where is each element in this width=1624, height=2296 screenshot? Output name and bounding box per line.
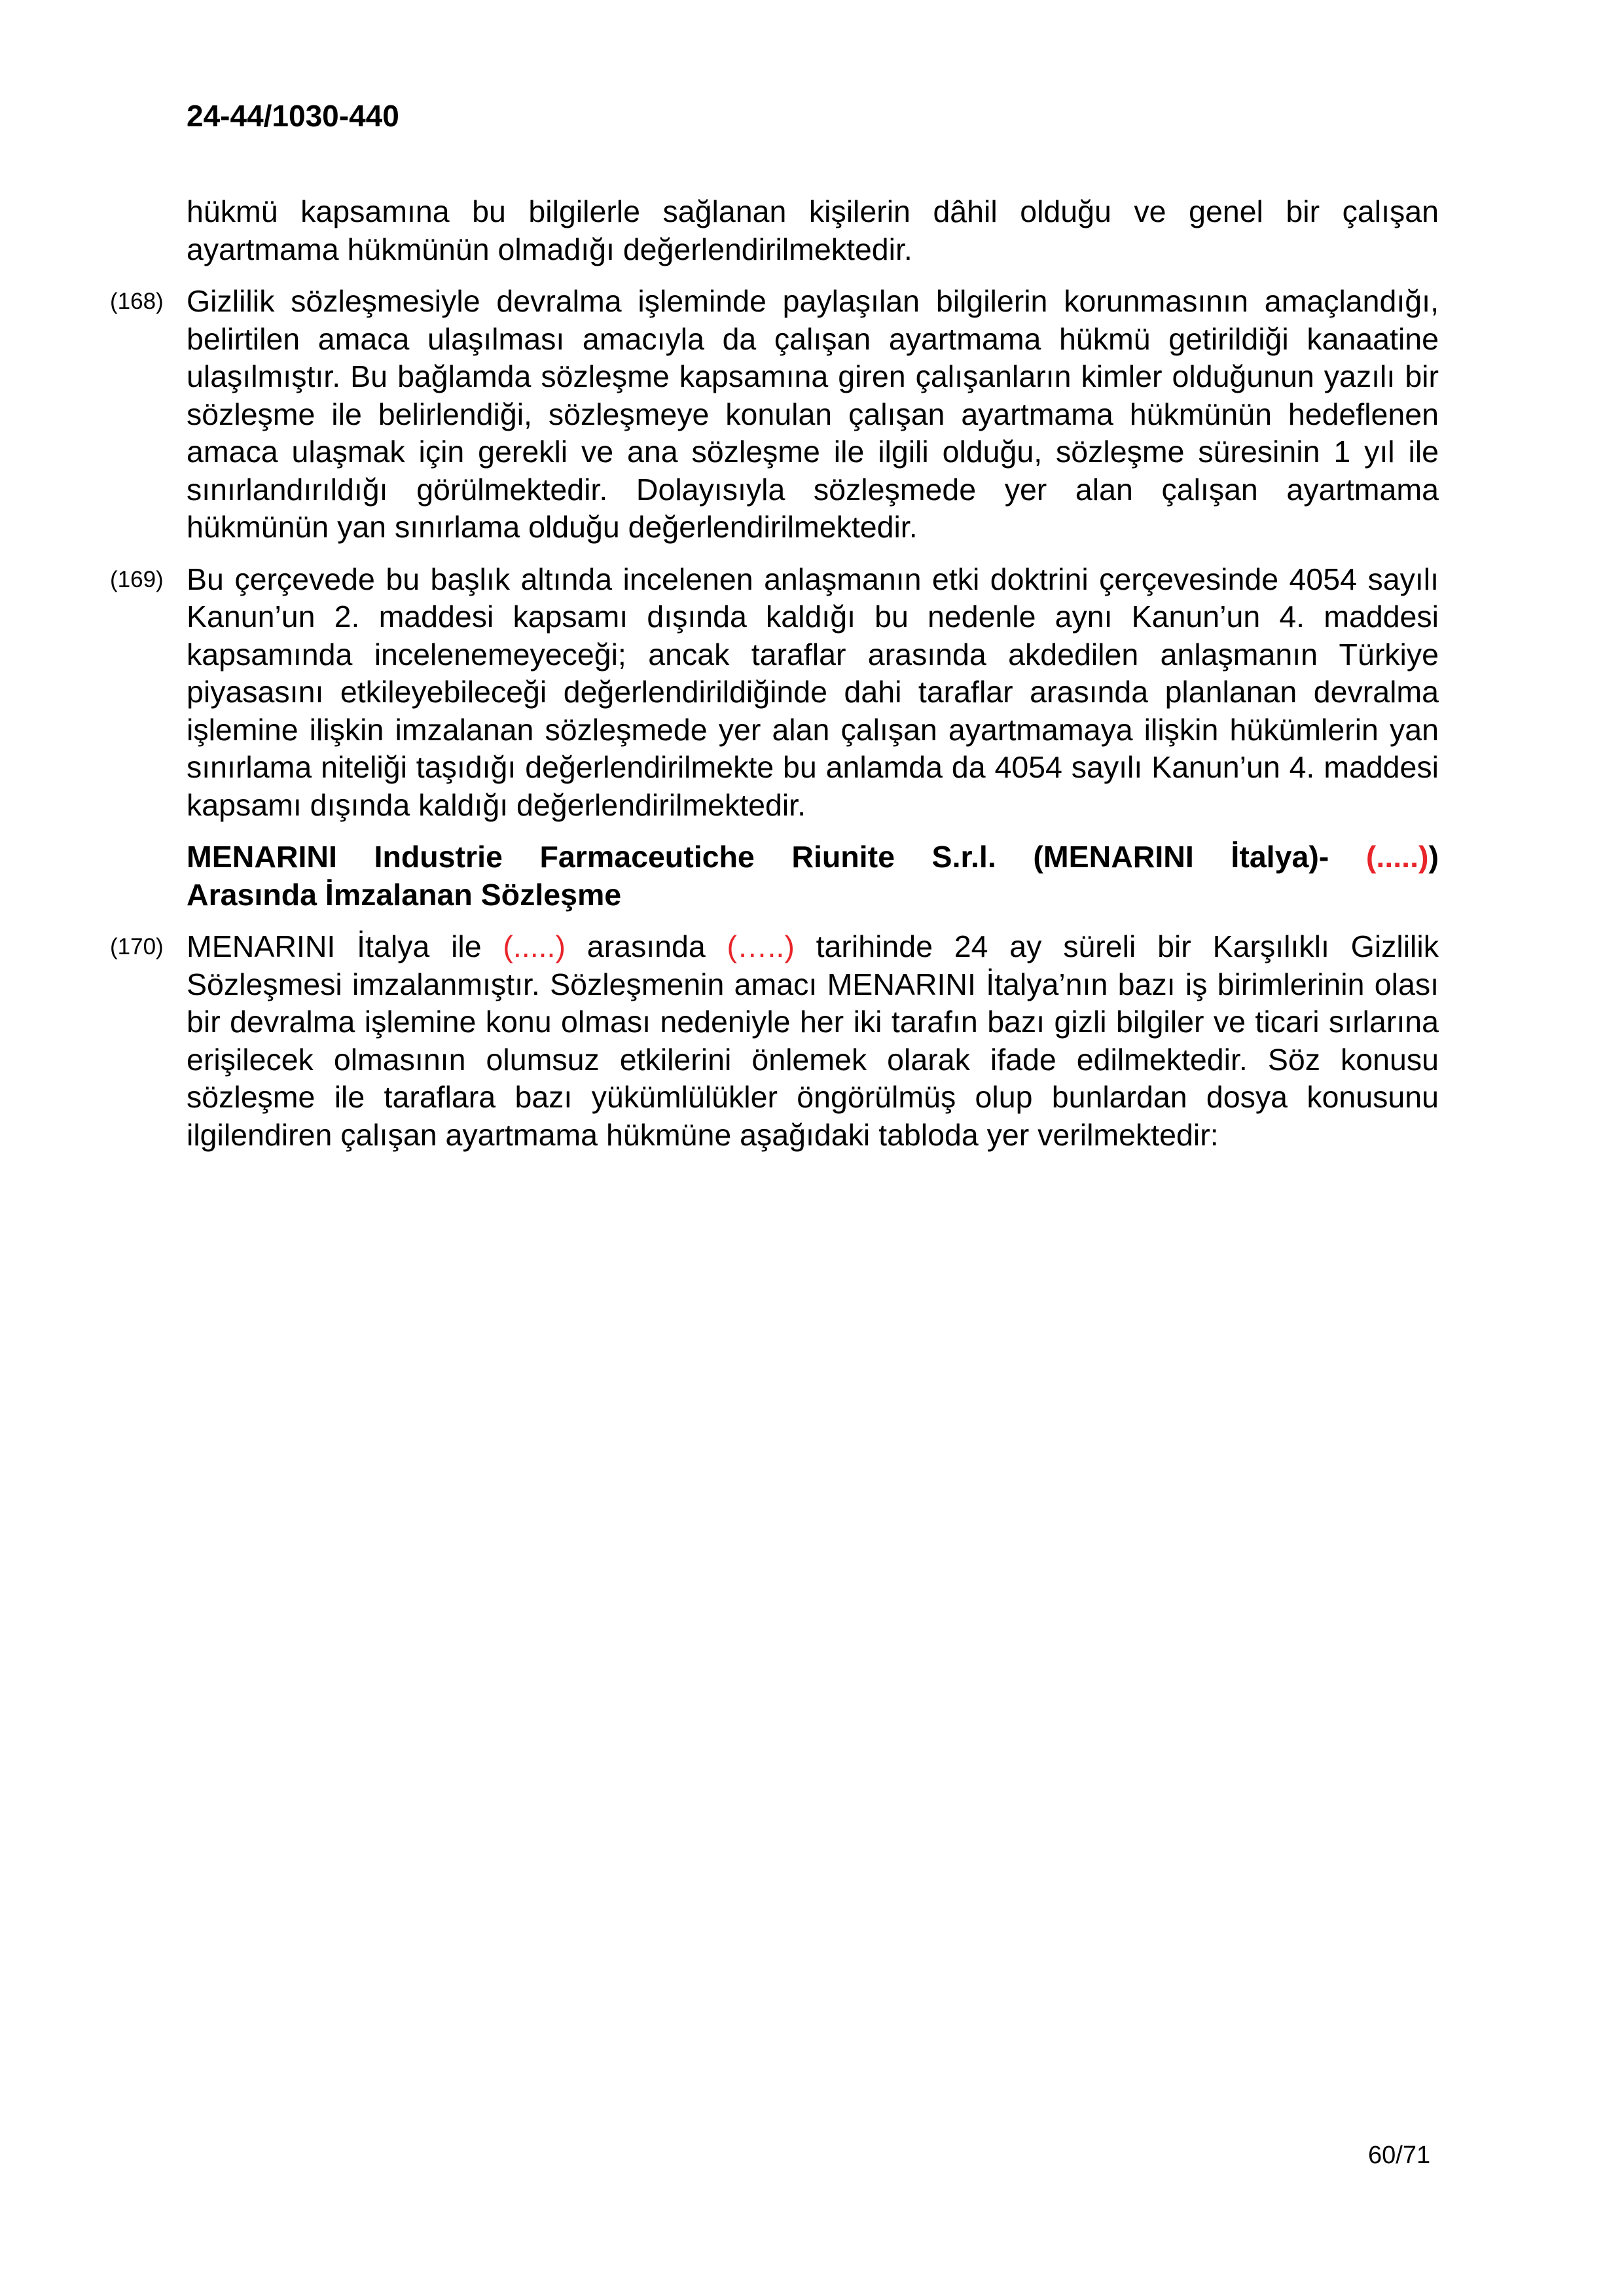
paragraph-number: (169): [110, 566, 164, 592]
paragraph-text-part3: tarihinde 24 ay süreli bir Karşılıklı Gizlilik Sözleşmesi imzalanmıştır. Sözleşmenin amacı MENARINI İtalya’nın bazı iş birimlerinin olası bir devralma işlemine konu olması nedeniyle her iki tarafın bazı gizli bilgiler ve ticari sırlarına erişilecek olmasının olumsuz etkilerini önlemek olarak ifade edilmektedir. Söz konusu sözleşme ile taraflara bazı yükümlülükler öngörülmüş olup bunlardan dosya konusunu ilgilendiren çalışan ayartmama hükmüne aşağıdaki tabloda yer verilmektedir:: [187, 929, 1439, 1152]
paragraph-number: (170): [110, 934, 164, 960]
paragraph-text: Bu çerçevede bu başlık altında incelenen anlaşmanın etki doktrini çerçevesinde 4054 sayılı Kanun’un 2. maddesi kapsamı dışında kaldığı bu nedenle aynı Kanun’un 4. maddesi kapsamında incelenemeyeceği; ancak taraflar arasında akdedilen anlaşmanın Türkiye piyasasını etkileyebileceği değerlendirildiğinde dahi taraflar arasında planlanan devralma işlemine ilişkin imzalanan sözleşmede yer alan çalışan ayartmamaya ilişkin hükümlerin yan sınırlama niteliği taşıdığı değerlendirilmekte bu anlamda da 4054 sayılı Kanun’un 4. maddesi kapsamı dışında kaldığı değerlendirilmektedir.: [187, 562, 1439, 822]
redacted-text: (…..): [727, 929, 795, 963]
paragraph-number: (168): [110, 289, 164, 314]
section-heading-line2: Arasında İmzalanan Sözleşme: [187, 877, 622, 912]
paragraph-text: Gizlilik sözleşmesiyle devralma işleminde paylaşılan bilgilerin korunmasının amaçlandığı, belirtilen amaca ulaşılması amacıyla da çalışan ayartmama hükmü getirildiği kanaatine ulaşılmıştır. Bu bağlamda sözleşme kapsamına giren çalışanların kimler olduğunun yazılı bir sözleşme ile belirlendiği, sözleşmeye konulan çalışan ayartmama hükmünün hedeflenen amaca ulaşmak için gerekli ve ana sözleşme ile ilgili olduğu, sözleşme süresinin 1 yıl ile sınırlandırıldığı görülmektedir. Dolayısıyla sözleşmede yer alan çalışan ayartmama hükmünün yan sınırlama olduğu değerlendirilmektedir.: [187, 284, 1439, 544]
document-number: 24-44/1030-440: [187, 99, 399, 133]
paragraph-169: [110, 561, 1439, 825]
paragraph-text-part2: arasında: [565, 929, 727, 963]
section-heading-line1: [187, 838, 1439, 876]
document-body: [110, 193, 1439, 1168]
redacted-text: (.....): [1365, 840, 1429, 874]
paragraph-continuation: hükmü kapsamına bu bilgilerle sağlanan kişilerin dâhil olduğu ve genel bir çalışan ayartmama hükmünün olmadığı değerlendirilmektedir.: [187, 194, 1439, 266]
paragraph-168: [110, 283, 1439, 547]
page-number: 60/71: [1368, 2142, 1431, 2169]
heading-text-end: ): [1428, 840, 1439, 874]
paragraph-text-part1: MENARINI İtalya ile: [187, 929, 503, 963]
heading-text: MENARINI Industrie Farmaceutiche Riunite S.r.l. (MENARINI İtalya)-: [187, 840, 1366, 874]
paragraph-170: [110, 928, 1439, 1154]
redacted-text: (.....): [503, 929, 566, 963]
